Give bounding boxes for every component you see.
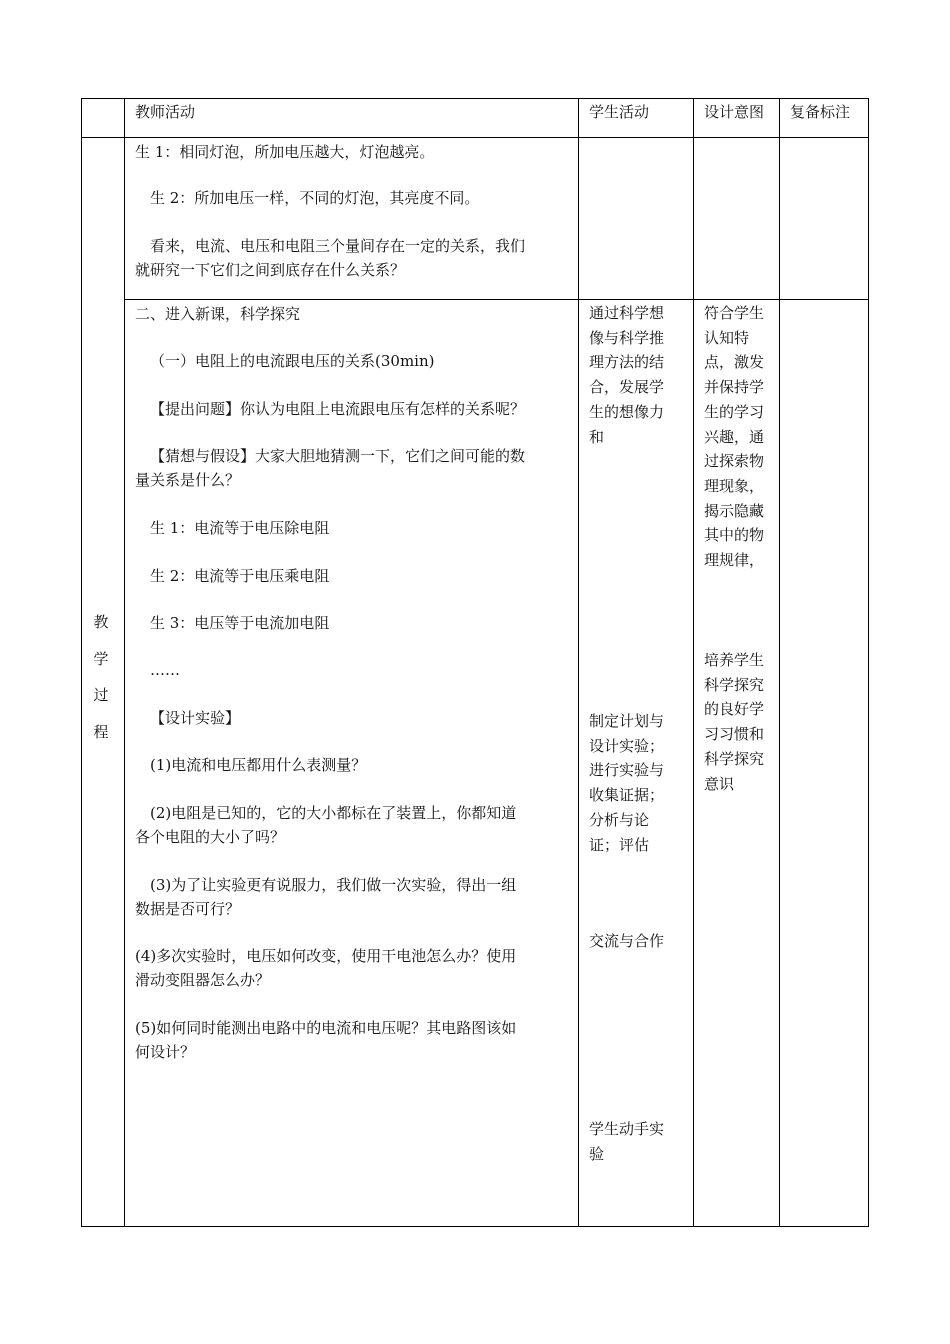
subsection-heading: （一）电阻上的电流跟电压的关系(30min) [150, 352, 435, 370]
design-text-line: 认知特 [704, 328, 750, 347]
row1-line: 生 1：相同灯泡，所加电压越大，灯泡越亮。 [135, 143, 435, 161]
teacher-line-student3: 生 3：电压等于电流加电阻 [150, 614, 330, 632]
student-text-line: 和 [589, 427, 605, 446]
design-text-line: 科学探究 [704, 749, 765, 768]
design-text-line: 理现象， [704, 476, 765, 495]
table-header-divider [81, 137, 869, 138]
design-text-line: 揭示隐藏 [704, 501, 765, 520]
table-border-left [81, 98, 82, 1227]
side-label-teaching-process [91, 604, 111, 751]
table-border-bottom [81, 1226, 869, 1227]
student-activity-cooperation: 交流与合作 [589, 932, 665, 950]
teacher-line-student2: 生 2：电流等于电压乘电阻 [150, 567, 330, 585]
header-teacher-activity: 教师活动 [135, 103, 196, 121]
student-text-line: 证；评估 [589, 835, 650, 854]
design-text-line: 习习惯和 [704, 725, 765, 744]
header-student-activity: 学生活动 [589, 103, 650, 121]
student-text-line: 收集证据； [589, 786, 665, 805]
design-text-line: 科学探究 [704, 675, 765, 694]
teacher-line-q4: (4)多次实验时，电压如何改变，使用干电池怎么办？使用 [135, 947, 517, 965]
teacher-line-ellipsis: …… [150, 661, 180, 679]
side-label-char: 学 [93, 649, 109, 668]
row1-line: 看来，电流、电压和电阻三个量间存在一定的关系，我们 [150, 237, 526, 255]
table-row-divider [124, 299, 869, 300]
student-text-line: 分析与论 [589, 810, 650, 829]
student-text-line: 通过科学想 [589, 304, 665, 322]
student-text-line: 生的想像力 [589, 402, 665, 421]
column-divider-3 [693, 98, 694, 1227]
side-label-char: 教 [93, 613, 109, 631]
design-text-line: 并保持学 [704, 378, 765, 397]
teacher-line-student1: 生 1：电流等于电压除电阻 [150, 519, 330, 537]
side-label-char: 程 [93, 723, 109, 742]
design-text-line: 其中的物 [704, 526, 765, 545]
row1-line: 生 2：所加电压一样，不同的灯泡，其亮度不同。 [150, 189, 480, 207]
table-border-right [868, 98, 869, 1227]
column-divider-4 [779, 98, 780, 1227]
teacher-line-q3-cont: 数据是否可行？ [135, 900, 241, 918]
header-review-notes: 复备标注 [790, 103, 851, 121]
student-text-line: 设计实验； [589, 736, 665, 755]
teacher-line-q2-cont: 各个电阻的大小了吗？ [135, 828, 286, 846]
header-design-intent: 设计意图 [704, 103, 765, 121]
section-heading: 二、进入新课，科学探究 [135, 305, 301, 323]
design-text-line: 兴趣，通 [704, 427, 765, 446]
design-text-line: 的良好学 [704, 700, 765, 719]
teacher-line-q1: (1)电流和电压都用什么表测量？ [150, 756, 367, 774]
design-intent-habits [704, 648, 764, 796]
design-text-line: 培养学生 [704, 651, 765, 669]
student-text-line: 进行实验与 [589, 761, 665, 780]
teacher-line-q3: (3)为了让实验更有说服力，我们做一次实验，得出一组 [150, 876, 517, 894]
design-text-line: 点，激发 [704, 353, 765, 372]
design-text-line: 意识 [704, 774, 735, 793]
teacher-line-q5-cont: 何设计？ [135, 1043, 196, 1061]
side-label-char: 过 [93, 686, 109, 705]
teacher-line-hypothesis-cont: 量关系是什么？ [135, 471, 241, 489]
student-activity-imagination [589, 301, 664, 449]
teacher-line-question: 【提出问题】你认为电阻上电流跟电压有怎样的关系呢？ [150, 400, 526, 418]
teacher-line-q5: (5)如何同时能测出电路中的电流和电压呢？其电路图该如 [135, 1019, 517, 1037]
student-text-line: 理方法的结 [589, 353, 665, 372]
teacher-line-q2: (2)电阻是已知的，它的大小都标在了装置上，你都知道 [150, 804, 517, 822]
student-activity-experiment [589, 1117, 664, 1166]
design-text-line: 过探索物 [704, 452, 765, 471]
student-text-line: 制定计划与 [589, 712, 665, 730]
teacher-line-q4-cont: 滑动变阻器怎么办？ [135, 971, 271, 989]
design-text-line: 符合学生 [704, 304, 765, 322]
student-activity-plan [589, 709, 664, 857]
row1-line: 就研究一下它们之间到底存在什么关系？ [135, 261, 406, 279]
student-text-line: 验 [589, 1144, 605, 1163]
student-text-line: 像与科学推 [589, 328, 665, 347]
column-divider-2 [578, 98, 579, 1227]
teacher-line-design-heading: 【设计实验】 [150, 709, 241, 727]
design-text-line: 生的学习 [704, 402, 765, 421]
student-text-line: 合，发展学 [589, 378, 665, 397]
design-intent-interest [704, 301, 764, 573]
table-border-top [81, 98, 869, 99]
design-text-line: 理规律， [704, 551, 765, 570]
column-divider-1 [124, 98, 125, 1227]
teacher-line-hypothesis: 【猜想与假设】大家大胆地猜测一下，它们之间可能的数 [150, 447, 526, 465]
student-text-line: 学生动手实 [589, 1120, 665, 1138]
